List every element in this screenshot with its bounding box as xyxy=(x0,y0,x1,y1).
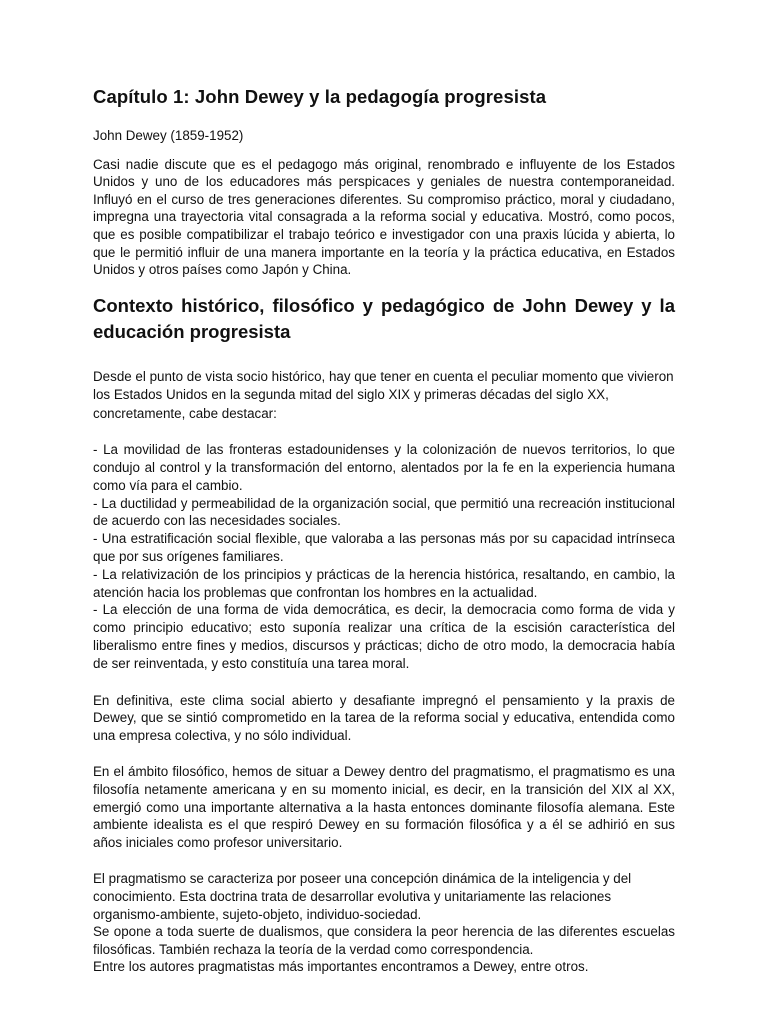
bullet-item: - La movilidad de las fronteras estadounidenses y la colonización de nuevos territorios, lo que condujo al control y la transformación del entorno, alentados por la fe en la experiencia humana como vía para el cambio. xyxy=(93,442,675,493)
section-title: Contexto histórico, filosófico y pedagógico de John Dewey y la educación progresista xyxy=(93,294,675,342)
pragmatismo-line: Se opone a toda suerte de dualismos, que considera la peor herencia de las diferentes escuelas filosóficas. También rechaza la teoría de la verdad como correspondencia. xyxy=(93,924,675,957)
document-page xyxy=(93,86,675,976)
paragraph-definitiva: En definitiva, este clima social abierto y desafiante impregnó el pensamiento y la praxis de Dewey, que se sintió comprometido en la tarea de la reforma social y educativa, entendida como una empresa colectiva, y no sólo individual. xyxy=(93,692,675,743)
chapter-title: Capítulo 1: John Dewey y la pedagogía progresista xyxy=(93,86,547,107)
bullet-item: - Una estratificación social flexible, que valoraba a las personas más por su capacidad intrínseca que por sus orígenes familiares. xyxy=(93,531,675,565)
pragmatismo-line: Entre los autores pragmatistas más importantes encontramos a Dewey, entre otros. xyxy=(93,959,589,975)
pragmatismo-line: El pragmatismo se caracteriza por poseer una concepción dinámica de la inteligencia y del conocimiento. Esta doctrina trata de desarrollar evolutiva y unitariamente las relaciones organismo-ambiente, sujeto-objeto, individuo-sociedad. xyxy=(93,871,632,922)
pragmatismo-block xyxy=(93,870,675,976)
intro-paragraph: Casi nadie discute que es el pedagogo más original, renombrado e influyente de los Estados Unidos y uno de los educadores más perspicaces y geniales de nuestra contemporaneidad. Influyó en el curso de tres generaciones diferentes. Su compromiso práctico, moral y ciudadano, impregna una trayectoria vital consagrada a la reforma social y educativa. Mostró, como pocos, que es posible compatibilizar el trabajo teórico e investigador con una praxis lúcida y abierta, lo que le permitió influir de una manera importante en la teoría y la práctica educativa, en Estados Unidos y otros países como Japón y China. xyxy=(93,156,675,278)
bullet-item: - La elección de una forma de vida democrática, es decir, la democracia como forma de vida y como principio educativo; esto suponía realizar una crítica de la escisión característica del liberalismo entre fines y medios, discursos y prácticas; dicho de otro modo, la democracia había de ser reinventada, y esto constituía una tarea moral. xyxy=(93,602,675,671)
paragraph-filosofico: En el ámbito filosófico, hemos de situar a Dewey dentro del pragmatismo, el pragmatismo es una filosofía netamente americana y en su momento inicial, es decir, en la transición del XIX al XX, emergió como una importante alternativa a la hasta entonces dominante filosofía alemana. Este ambiente idealista es el que respiró Dewey en su formación filosófica y a él se adhirió en sus años iniciales como profesor universitario. xyxy=(93,764,675,850)
context-intro-paragraph: Desde el punto de vista socio histórico, hay que tener en cuenta el peculiar momento que vivieron los Estados Unidos en la segunda mitad del siglo XIX y primeras décadas del siglo XX, concretamente, cabe destacar: xyxy=(93,368,674,421)
bullet-item: - La relativización de los principios y prácticas de la herencia histórica, resaltando, en cambio, la atención hacia los problemas que confrontan los hombres en la actualidad. xyxy=(93,566,675,600)
bullet-item: - La ductilidad y permeabilidad de la organización social, que permitió una recreación institucional de acuerdo con las necesidades sociales. xyxy=(93,495,675,529)
author-line: John Dewey (1859-1952) xyxy=(93,128,244,143)
bullet-list xyxy=(93,441,675,672)
